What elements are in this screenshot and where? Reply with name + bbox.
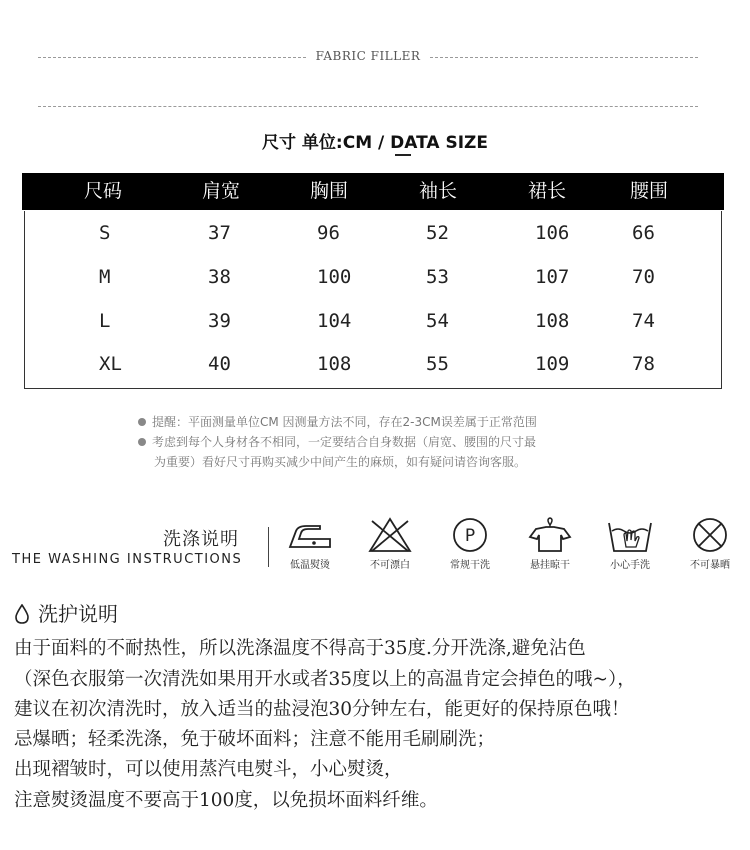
- cell-bust: 104: [317, 310, 352, 332]
- table-row: [25, 342, 721, 386]
- hang-dry-icon: [526, 517, 574, 553]
- table-row: [25, 255, 721, 299]
- care-line: 出现褶皱时，可以使用蒸汽电熨斗，小心熨烫，: [14, 759, 403, 780]
- cell-sleeve: 52: [426, 222, 449, 244]
- washing-title-en: THE WASHING INSTRUCTIONS: [12, 552, 243, 567]
- header-shoulder: 肩宽: [201, 180, 240, 202]
- cell-waist: 66: [632, 222, 655, 244]
- no-tumble-dry-icon: [686, 517, 734, 553]
- wash-label: 常规干洗: [450, 560, 490, 571]
- svg-text:P: P: [464, 526, 476, 546]
- care-line: 忌爆晒；轻柔洗涤，免于破坏面料；注意不能用毛刷刷洗；: [14, 729, 496, 750]
- care-heading: [14, 598, 118, 627]
- wash-label: 低温熨烫: [290, 560, 330, 571]
- cell-bust: 96: [317, 222, 340, 244]
- cell-size: M: [99, 266, 111, 288]
- cell-skirt-length: 107: [535, 266, 570, 288]
- wash-label: 不可漂白: [370, 560, 410, 571]
- header-waist: 腰围: [629, 180, 668, 202]
- water-drop-icon: [14, 604, 30, 624]
- wash-label: 悬挂晾干: [530, 560, 570, 571]
- note-text: 提醒：平面测量单位CM 因测量方法不同，存在2-3CM误差属于正常范围: [152, 415, 537, 429]
- cell-waist: 78: [632, 353, 655, 375]
- cell-shoulder: 37: [208, 222, 231, 244]
- wash-label: 不可暴晒: [690, 560, 730, 571]
- cell-sleeve: 55: [426, 353, 449, 375]
- care-line: 建议在初次清洗时，放入适当的盐浸泡30分钟左右，能更好的保持原色哦！: [14, 699, 630, 720]
- dry-clean-p-icon: [446, 517, 494, 553]
- cell-waist: 70: [632, 266, 655, 288]
- dashed-divider-right: [430, 57, 698, 58]
- cell-bust: 108: [317, 353, 352, 375]
- note-measurement: [138, 412, 537, 432]
- header-bust: 胸围: [309, 180, 348, 202]
- cell-sleeve: 54: [426, 310, 449, 332]
- wash-label: 小心手洗: [610, 560, 650, 571]
- title-underline: [395, 154, 411, 156]
- hand-wash-icon: [606, 517, 654, 553]
- cell-shoulder: 39: [208, 310, 231, 332]
- header-sleeve: 袖长: [418, 180, 457, 202]
- table-row: [25, 299, 721, 343]
- fabric-filler-label: FABRIC FILLER: [315, 49, 421, 63]
- cell-size: S: [99, 222, 111, 244]
- cell-shoulder: 40: [208, 353, 231, 375]
- cell-size: XL: [99, 353, 122, 375]
- cell-sleeve: 53: [426, 266, 449, 288]
- washing-divider: [268, 527, 269, 567]
- size-table-header: [22, 173, 724, 210]
- cell-size: L: [99, 310, 111, 332]
- bullet-icon: [138, 418, 146, 426]
- table-row: [25, 211, 721, 255]
- size-table-body: [24, 211, 722, 389]
- note-text: 考虑到每个人身材各不相同，一定要结合自身数据（肩宽、腰围的尺寸最: [152, 435, 537, 449]
- note-body-size-cont: 为重要）看好尺寸再购买减少中间产生的麻烦，如有疑问请咨询客服。: [154, 455, 527, 469]
- cell-bust: 100: [317, 266, 352, 288]
- bullet-icon: [138, 438, 146, 446]
- dashed-separator: [38, 106, 698, 107]
- washing-title-cn: 洗涤说明: [163, 529, 239, 550]
- no-bleach-icon: [366, 517, 414, 553]
- low-temp-iron-icon: [286, 517, 334, 553]
- care-line: （深色衣服第一次清洗如果用开水或者35度以上的高温肯定会掉色的哦~），: [14, 669, 636, 690]
- cell-skirt-length: 109: [535, 353, 570, 375]
- care-line: 由于面料的不耐热性，所以洗涤温度不得高于35度.分开洗涤,避免沾色: [14, 638, 586, 659]
- header-size: 尺码: [83, 180, 122, 202]
- header-skirt-length: 裙长: [527, 180, 566, 202]
- care-line: 注意熨烫温度不要高于100度，以免损坏面料纤维。: [14, 790, 438, 811]
- care-heading-text: 洗护说明: [38, 602, 118, 626]
- size-table-title: 尺寸 单位:CM / DATA SIZE: [262, 133, 488, 153]
- cell-skirt-length: 108: [535, 310, 570, 332]
- note-body-size: [138, 432, 536, 452]
- fabric-filler-header: [38, 49, 698, 65]
- cell-waist: 74: [632, 310, 655, 332]
- cell-shoulder: 38: [208, 266, 231, 288]
- cell-skirt-length: 106: [535, 222, 570, 244]
